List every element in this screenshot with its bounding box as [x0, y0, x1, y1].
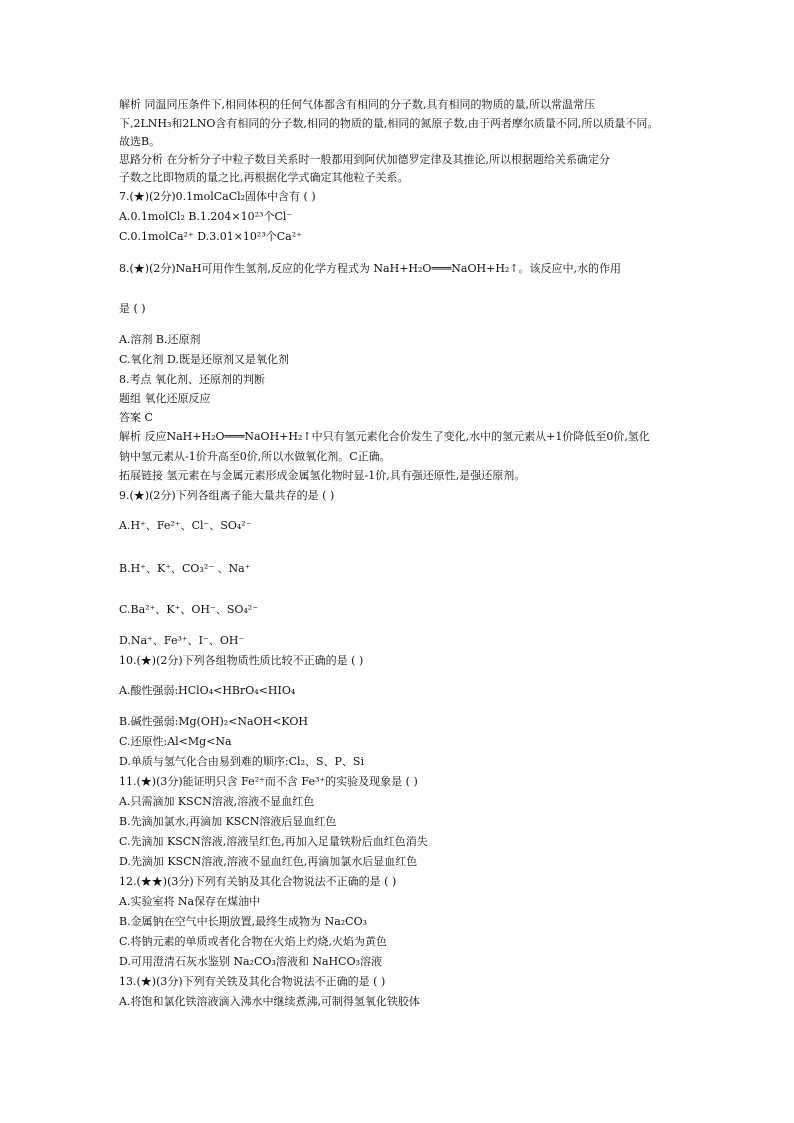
option-line: C.Ba²⁺、K⁺、OH⁻、SO₄²⁻ [119, 603, 258, 616]
question-8: 8.(★)(2分)NaH可用作生氢剂,反应的化学方程式为 NaH+H₂O═══NaOH+H₂↑。该反应中,水的作用 [119, 262, 622, 275]
text-line: 拓展链接 氢元素在与金属元素形成金属氢化物时显-1价,具有强还原性,是强还原剂。 [119, 469, 526, 482]
text-line: 8.考点 氧化剂、还原剂的判断 [119, 373, 265, 386]
option-line: A.溶剂 B.还原剂 [119, 333, 201, 346]
text-line: 钠中氢元素从-1价升高至0价,所以水做氧化剂。C正确。 [119, 450, 391, 463]
option-line: A.0.1molCl₂ B.1.204×10²³个Cl⁻ [119, 210, 293, 223]
option-line: B.金属钠在空气中长期放置,最终生成物为 Na₂CO₃ [119, 915, 368, 928]
option-line: B.H⁺、K⁺、CO₃²⁻ 、Na⁺ [119, 562, 251, 575]
answer-line: 答案 C [119, 411, 153, 424]
text-line: 思路分析 在分析分子中粒子数目关系时一般都用到阿伏加德罗定律及其推论,所以根据题给关系确定分 [119, 153, 610, 166]
option-line: A.H⁺、Fe²⁺、Cl⁻、SO₄²⁻ [119, 519, 252, 532]
option-line: C.0.1molCa²⁺ D.3.01×10²³个Ca²⁺ [119, 230, 302, 243]
text-line: 解析 同温同压条件下,相同体积的任何气体都含有相同的分子数,具有相同的物质的量,所以常温常压 [119, 98, 595, 111]
question-9: 9.(★)(2分)下列各组离子能大量共存的是 ( ) [119, 489, 335, 502]
option-line: D.可用澄清石灰水鉴别 Na₂CO₃溶液和 NaHCO₃溶液 [119, 955, 382, 968]
option-line: C.还原性:Al<Mg<Na [119, 735, 232, 748]
question-13: 13.(★)(3分)下列有关铁及其化合物说法不正确的是 ( ) [119, 975, 386, 988]
option-line: A.只需滴加 KSCN溶液,溶液不显血红色 [119, 795, 315, 808]
text-line: 是 ( ) [119, 302, 146, 315]
option-line: B.碱性强弱:Mg(OH)₂<NaOH<KOH [119, 715, 308, 728]
option-line: D.单质与氢气化合由易到难的顺序:Cl₂、S、P、Si [119, 755, 364, 768]
text-line: 题组 氧化还原反应 [119, 392, 211, 405]
text-line: 故选B。 [119, 135, 161, 148]
option-line: C.氧化剂 D.既是还原剂又是氧化剂 [119, 353, 289, 366]
text-line: 解析 反应NaH+H₂O═══NaOH+H₂↑中只有氢元素化合价发生了变化,水中的氢元素从+1价降低至0价,氢化 [119, 430, 650, 443]
question-10: 10.(★)(2分)下列各组物质性质比较不正确的是 ( ) [119, 654, 364, 667]
option-line: A.实验室将 Na保存在煤油中 [119, 895, 261, 908]
option-line: B.先滴加氯水,再滴加 KSCN溶液后显血红色 [119, 815, 337, 828]
question-7: 7.(★)(2分)0.1molCaCl₂固体中含有 ( ) [119, 190, 316, 203]
text-line: 子数之比即物质的量之比,再根据化学式确定其他粒子关系。 [119, 171, 409, 184]
option-line: C.先滴加 KSCN溶液,溶液呈红色,再加入足量铁粉后血红色消失 [119, 835, 428, 848]
option-line: A.酸性强弱:HClO₄<HBrO₄<HIO₄ [119, 684, 296, 697]
text-line: 下,2LNH₃和2LNO含有相同的分子数,相同的物质的量,相同的氮原子数,由于两者摩尔质量不同,所以质量不同。 [119, 117, 659, 130]
question-11: 11.(★)(3分)能证明只含 Fe²⁺而不含 Fe³⁺的实验及现象是 ( ) [119, 775, 418, 788]
option-line: A.将饱和氯化铁溶液滴入沸水中继续煮沸,可制得氢氧化铁胶体 [119, 995, 420, 1008]
option-line: D.Na⁺、Fe³⁺、I⁻、OH⁻ [119, 634, 245, 647]
option-line: C.将钠元素的单质或者化合物在火焰上灼烧,火焰为黄色 [119, 935, 388, 948]
option-line: D.先滴加 KSCN溶液,溶液不显血红色,再滴加氯水后显血红色 [119, 855, 418, 868]
question-12: 12.(★★)(3分)下列有关钠及其化合物说法不正确的是 ( ) [119, 875, 397, 888]
